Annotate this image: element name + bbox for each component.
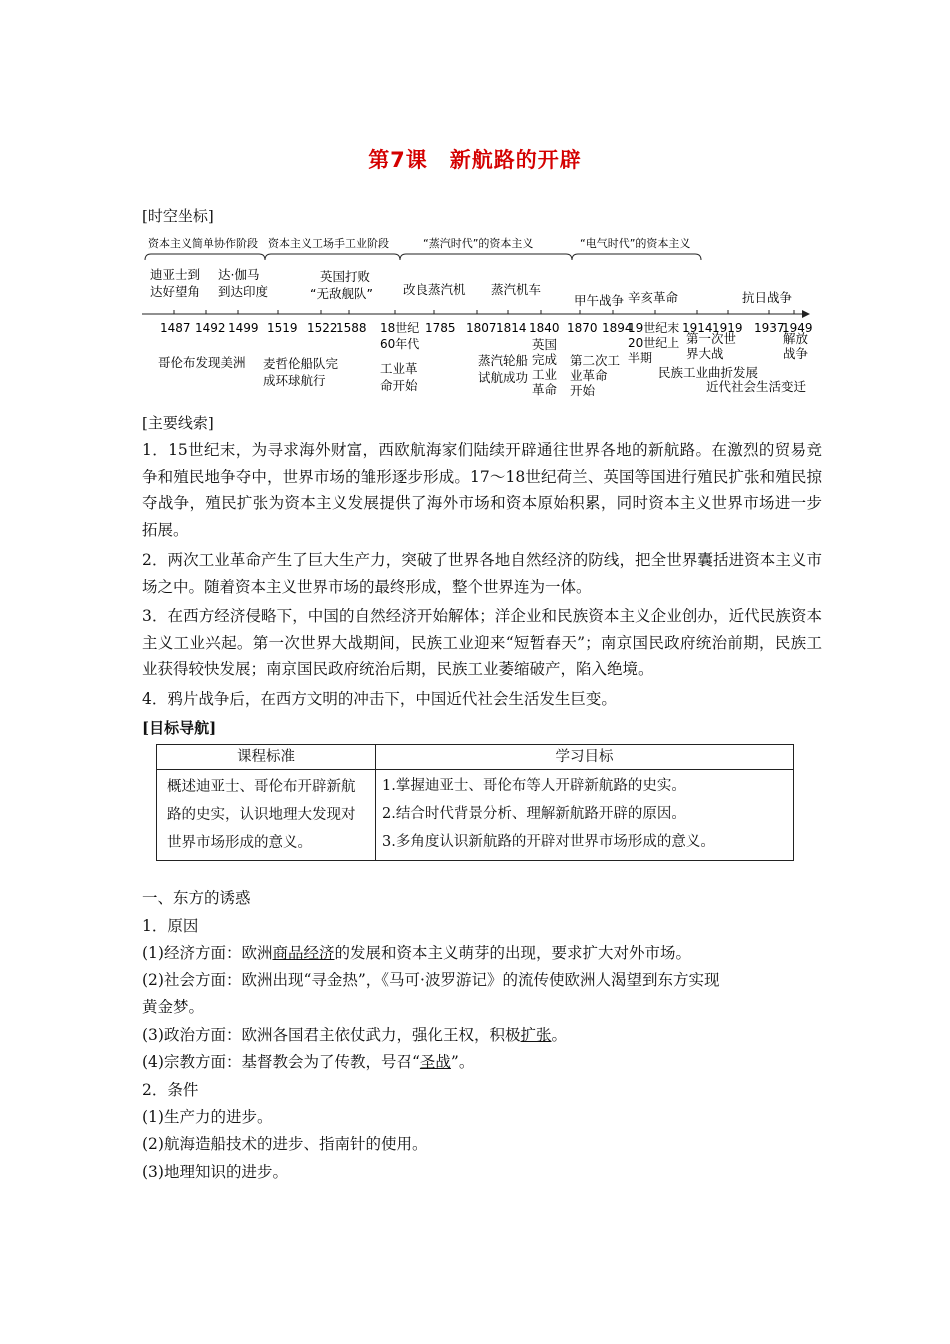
section-label-goals: [目标导航] <box>142 719 217 737</box>
timeline-diagram <box>140 230 820 400</box>
event-label: 蒸汽轮船 <box>478 353 529 368</box>
underlined-keyword: 圣战 <box>419 1053 451 1071</box>
objectives-cell <box>376 770 794 861</box>
year-label: 1894 <box>602 321 633 335</box>
section-label-timeline: [时空坐标] <box>142 207 214 225</box>
page-title: 第7课 新航路的开辟 <box>368 148 582 172</box>
underlined-keyword: 扩张 <box>520 1026 552 1044</box>
event-label: 达·伽马 <box>218 267 260 282</box>
event-label: 解放 <box>783 331 809 346</box>
condition-item: (3)地理知识的进步。 <box>142 1163 288 1181</box>
reason-item-society-cont: 黄金梦。 <box>142 998 205 1016</box>
event-label: 界大战 <box>686 346 724 361</box>
course-standard-cell: 概述迪亚士、哥伦布开辟新航路的史实，认识地理大发现对世界市场形成的意义。 <box>157 770 376 861</box>
reason-title: 1．原因 <box>142 917 199 935</box>
event-label: 甲午战争 <box>574 293 625 308</box>
section-heading: 一、东方的诱惑 <box>142 889 251 907</box>
event-label: 革命 <box>532 382 558 397</box>
year-label: 1499 <box>228 321 259 335</box>
event-label: 命开始 <box>380 378 418 393</box>
reason-item-society: (2)社会方面：欧洲出现“寻金热”，《马可·波罗游记》的流传使欧洲人渴望到东方实现 <box>142 971 720 989</box>
event-label: 辛亥革命 <box>628 290 679 305</box>
year-label: 1870 <box>567 321 598 335</box>
clue-paragraph-4: 4．鸦片战争后，在西方文明的冲击下，中国近代社会生活发生巨变。 <box>142 690 617 708</box>
stage-label: 资本主义工场手工业阶段 <box>268 237 389 250</box>
year-label: 1519 <box>267 321 298 335</box>
timeline-arrow <box>802 310 810 318</box>
section-label-clues: [主要线索] <box>142 414 214 432</box>
objective-item: 1.掌握迪亚士、哥伦布等人开辟新航路的史实。 <box>382 778 686 794</box>
event-label: 蒸汽机车 <box>491 282 542 297</box>
event-label: “无敌舰队” <box>310 286 373 301</box>
event-label: 抗日战争 <box>742 290 793 305</box>
timeline-ticks <box>174 310 794 314</box>
year-label: 1840 <box>529 321 560 335</box>
year-label: 18世纪 <box>380 321 420 335</box>
clue-paragraph-3: 3．在西方经济侵略下，中国的自然经济开始解体；洋企业和民族资本主义企业创办，近代民族资本主义工业兴起。第一次世界大战期间，民族工业迎来“短暂春天”；南京国民政府统治前期，民族工业获得较快发展；南京国民政府统治后期，民族工业萎缩破产，陷入绝境。 <box>142 607 822 678</box>
event-label: 业革命 <box>570 368 608 383</box>
year-label: 1492 <box>195 321 226 335</box>
event-label: 民族工业曲折发展 <box>658 365 759 380</box>
event-label: 开始 <box>570 383 596 398</box>
reason-item-economy: (1)经济方面：欧洲商品经济的发展和资本主义萌芽的出现，要求扩大对外市场。 <box>142 944 691 962</box>
year-label: 1785 <box>425 321 456 335</box>
year-label: 1807 <box>466 321 497 335</box>
year-label: 60年代 <box>380 337 420 351</box>
event-label: 到达印度 <box>218 284 269 299</box>
year-label: 1937 <box>754 321 785 335</box>
event-label: 英国打败 <box>320 269 371 284</box>
condition-item: (2)航海造船技术的进步、指南针的使用。 <box>142 1135 428 1153</box>
year-label: 1522 <box>307 321 338 335</box>
stage-label: “电气时代”的资本主义 <box>580 237 691 250</box>
clue-paragraph-1: 1．15世纪末，为寻求海外财富，西欧航海家们陆续开辟通往世界各地的新航路。在激烈的贸易竞争和殖民地争夺中，世界市场的雏形逐步形成。17～18世纪荷兰、英国等国进行殖民扩张和殖民掠夺战争，殖民扩张为资本主义发展提供了海外市场和资本原始积累，同时资本主义世界市场进一步拓展。 <box>142 441 822 539</box>
reason-item-politics: (3)政治方面：欧洲各国君主依仗武力，强化王权，积极扩张。 <box>142 1026 567 1044</box>
stage-label: “蒸汽时代”的资本主义 <box>423 237 534 250</box>
stage-label: 资本主义简单协作阶段 <box>148 237 258 250</box>
event-label: 达好望角 <box>150 284 201 299</box>
year-label: 1588 <box>336 321 367 335</box>
reason-item-religion: (4)宗教方面：基督教会为了传教，号召“圣战”。 <box>142 1053 475 1071</box>
event-label: 完成 <box>532 352 558 367</box>
year-label: 1914 <box>682 321 713 335</box>
year-label: 1919 <box>712 321 743 335</box>
event-label: 工业 <box>532 367 558 382</box>
event-label: 改良蒸汽机 <box>403 282 466 297</box>
event-label: 试航成功 <box>478 370 529 385</box>
year-label: 半期 <box>628 351 653 365</box>
event-label: 近代社会生活变迁 <box>706 379 807 394</box>
event-label: 成环球航行 <box>263 373 326 388</box>
event-label: 麦哲伦船队完 <box>263 356 339 371</box>
year-label: 19世纪末 <box>628 321 680 335</box>
goals-table <box>156 744 794 861</box>
event-label: 迪亚士到 <box>150 267 201 282</box>
condition-title: 2．条件 <box>142 1081 199 1099</box>
stage-bracket <box>265 254 400 260</box>
event-label: 第一次世 <box>686 331 737 346</box>
event-label: 战争 <box>783 346 809 361</box>
table-header-standard: 课程标准 <box>157 745 376 770</box>
stage-bracket <box>400 254 572 260</box>
stage-bracket <box>145 254 265 260</box>
clue-paragraph-2: 2．两次工业革命产生了巨大生产力，突破了世界各地自然经济的防线，把全世界囊括进资本主义市场之中。随着资本主义世界市场的最终形成，整个世界连为一体。 <box>142 551 822 596</box>
event-label: 工业革 <box>380 361 418 376</box>
event-label: 哥伦布发现美洲 <box>158 355 246 370</box>
table-header-objective: 学习目标 <box>376 745 794 770</box>
year-label: 1814 <box>496 321 527 335</box>
event-label: 第二次工 <box>570 353 621 368</box>
objective-item: 2.结合时代背景分析、理解新航路开辟的原因。 <box>382 806 686 822</box>
underlined-keyword: 商品经济 <box>272 944 335 962</box>
year-label: 20世纪上 <box>628 336 680 350</box>
condition-item: (1)生产力的进步。 <box>142 1108 273 1126</box>
stage-bracket <box>572 254 701 260</box>
year-label: 1949 <box>782 321 813 335</box>
objective-item: 3.多角度认识新航路的开辟对世界市场形成的意义。 <box>382 834 715 850</box>
year-label: 1487 <box>160 321 191 335</box>
event-label: 英国 <box>532 337 558 352</box>
